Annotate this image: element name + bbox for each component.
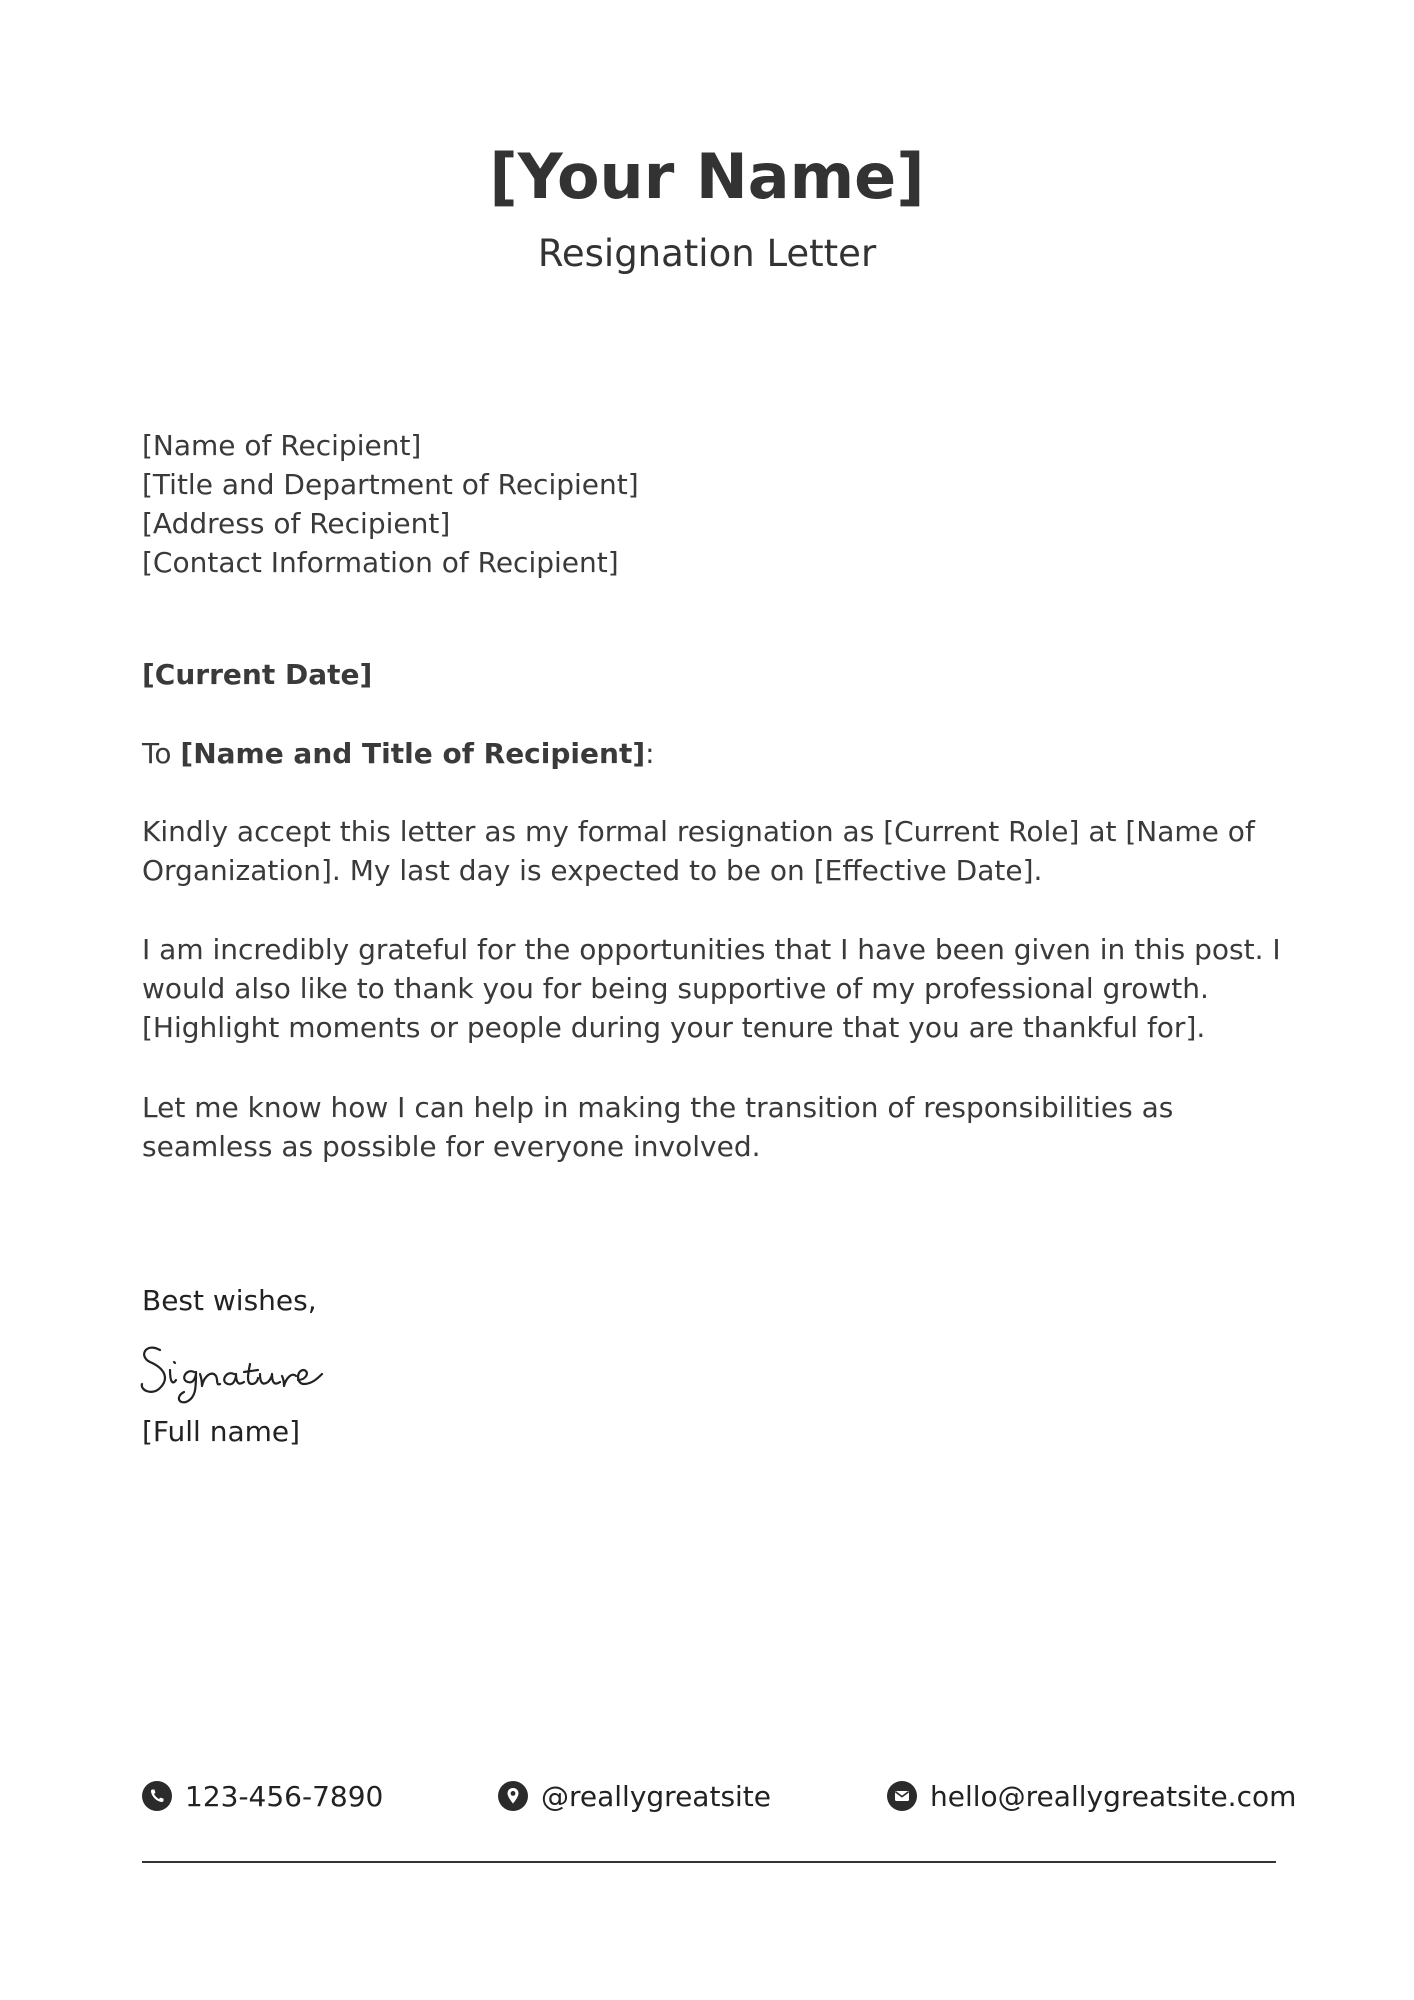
document-subtitle: Resignation Letter <box>537 232 877 275</box>
salutation-suffix: : <box>645 737 655 770</box>
closing-line: Best wishes, <box>142 1284 317 1317</box>
recipient-address: [Address of Recipient] <box>142 507 451 540</box>
recipient-name: [Name of Recipient] <box>142 429 422 462</box>
footer-website <box>497 1776 771 1816</box>
footer-phone <box>141 1776 383 1816</box>
salutation-prefix: To <box>142 737 181 770</box>
website-handle: @reallygreatsite <box>541 1779 772 1813</box>
handwritten-signature <box>136 1328 356 1408</box>
mail-icon <box>886 1780 918 1812</box>
phone-icon <box>141 1780 173 1812</box>
letter-date: [Current Date] <box>142 658 373 691</box>
location-pin-icon <box>497 1780 529 1812</box>
recipient-title-department: [Title and Department of Recipient] <box>142 468 639 501</box>
footer-divider <box>142 1861 1276 1863</box>
salutation <box>142 734 655 773</box>
email-address: hello@reallygreatsite.com <box>930 1779 1297 1813</box>
sender-name: [Your Name] <box>489 140 925 213</box>
phone-number: 123-456-7890 <box>185 1779 384 1813</box>
salutation-recipient: [Name and Title of Recipient] <box>180 737 646 770</box>
footer-email <box>886 1776 1296 1816</box>
body-paragraph-gratitude: I am incredibly grateful for the opportunities that I have been given in this post. I would also like to thank you for being supportive of my professional growth. [Highlight moments or people during your tenure that you are thankful for]. <box>142 933 1281 1044</box>
recipient-block <box>142 426 1282 582</box>
body-paragraph-resignation: Kindly accept this letter as my formal resignation as [Current Role] at [Name of Organization]. My last day is expected to be on [Effective Date]. <box>142 815 1255 887</box>
body-paragraph-transition: Let me know how I can help in making the transition of responsibilities as seamless as possible for everyone involved. <box>142 1091 1174 1163</box>
sender-full-name: [Full name] <box>142 1415 301 1448</box>
recipient-contact-info: [Contact Information of Recipient] <box>142 546 619 579</box>
